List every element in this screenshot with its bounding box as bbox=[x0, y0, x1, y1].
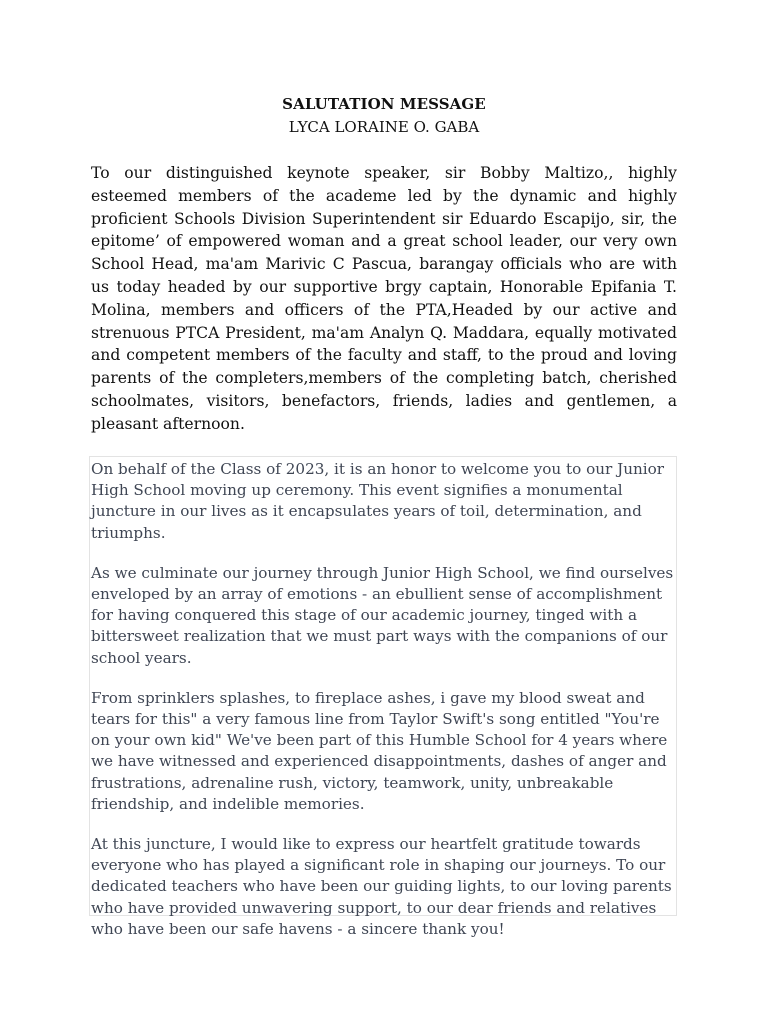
document-title: SALUTATION MESSAGE bbox=[282, 95, 486, 113]
document-author: LYCA LORAINE O. GABA bbox=[288, 118, 480, 136]
salutation-paragraph: To our distinguished keynote speaker, sir Bobby Maltizo,, highly esteemed members of the academe led by the dynamic and highly proficient Schools Division Superintendent sir Eduardo Escapijo, sir, the epitome’ of empowered woman and a great school leader, our very own School Head, ma'am Marivic C Pascua, barangay officials who are with us today headed by our supportive brgy captain, Honorable Epifania T. Molina, members and officers of the PTA,Headed by our active and strenuous PTCA President, ma'am Analyn Q. Maddara, equally motivated and competent members of the faculty and staff, to the proud and loving parents of the completers,members of the completing batch, cherished schoolmates, visitors, benefactors, friends, ladies and gentlemen, a pleasant afternoon. bbox=[91, 164, 677, 433]
speech-paragraph-3: From sprinklers splashes, to fireplace ashes, i gave my blood sweat and tears for this" a very famous line from Taylor Swift's song entitled "You're on your own kid" We've been part of this Humble School for 4 years where we have witnessed and experienced disappointments, dashes of anger and frustrations, adrenaline rush, victory, teamwork, unity, unbreakable friendship, and indelible memories. bbox=[91, 688, 668, 813]
speech-paragraph-4: At this juncture, I would like to express our heartfelt gratitude towards everyone who has played a significant role in shaping our journeys. To our dedicated teachers who have been our guiding lights, to our loving parents who have provided unwavering support, to our dear friends and relatives who have been our safe havens - a sincere thank you! bbox=[91, 835, 672, 938]
speech-paragraph-1: On behalf of the Class of 2023, it is an honor to welcome you to our Junior High School moving up ceremony. This event signifies a monumental juncture in our lives as it encapsulates years of toil, determination, and triumphs. bbox=[91, 460, 665, 542]
speech-text-box bbox=[89, 456, 677, 938]
speech-paragraph-2: As we culminate our journey through Junior High School, we find ourselves enveloped by an array of emotions - an ebullient sense of accomplishment for having conquered this stage of our academic journey, tinged with a bittersweet realization that we must part ways with the companions of our school years. bbox=[91, 563, 674, 667]
